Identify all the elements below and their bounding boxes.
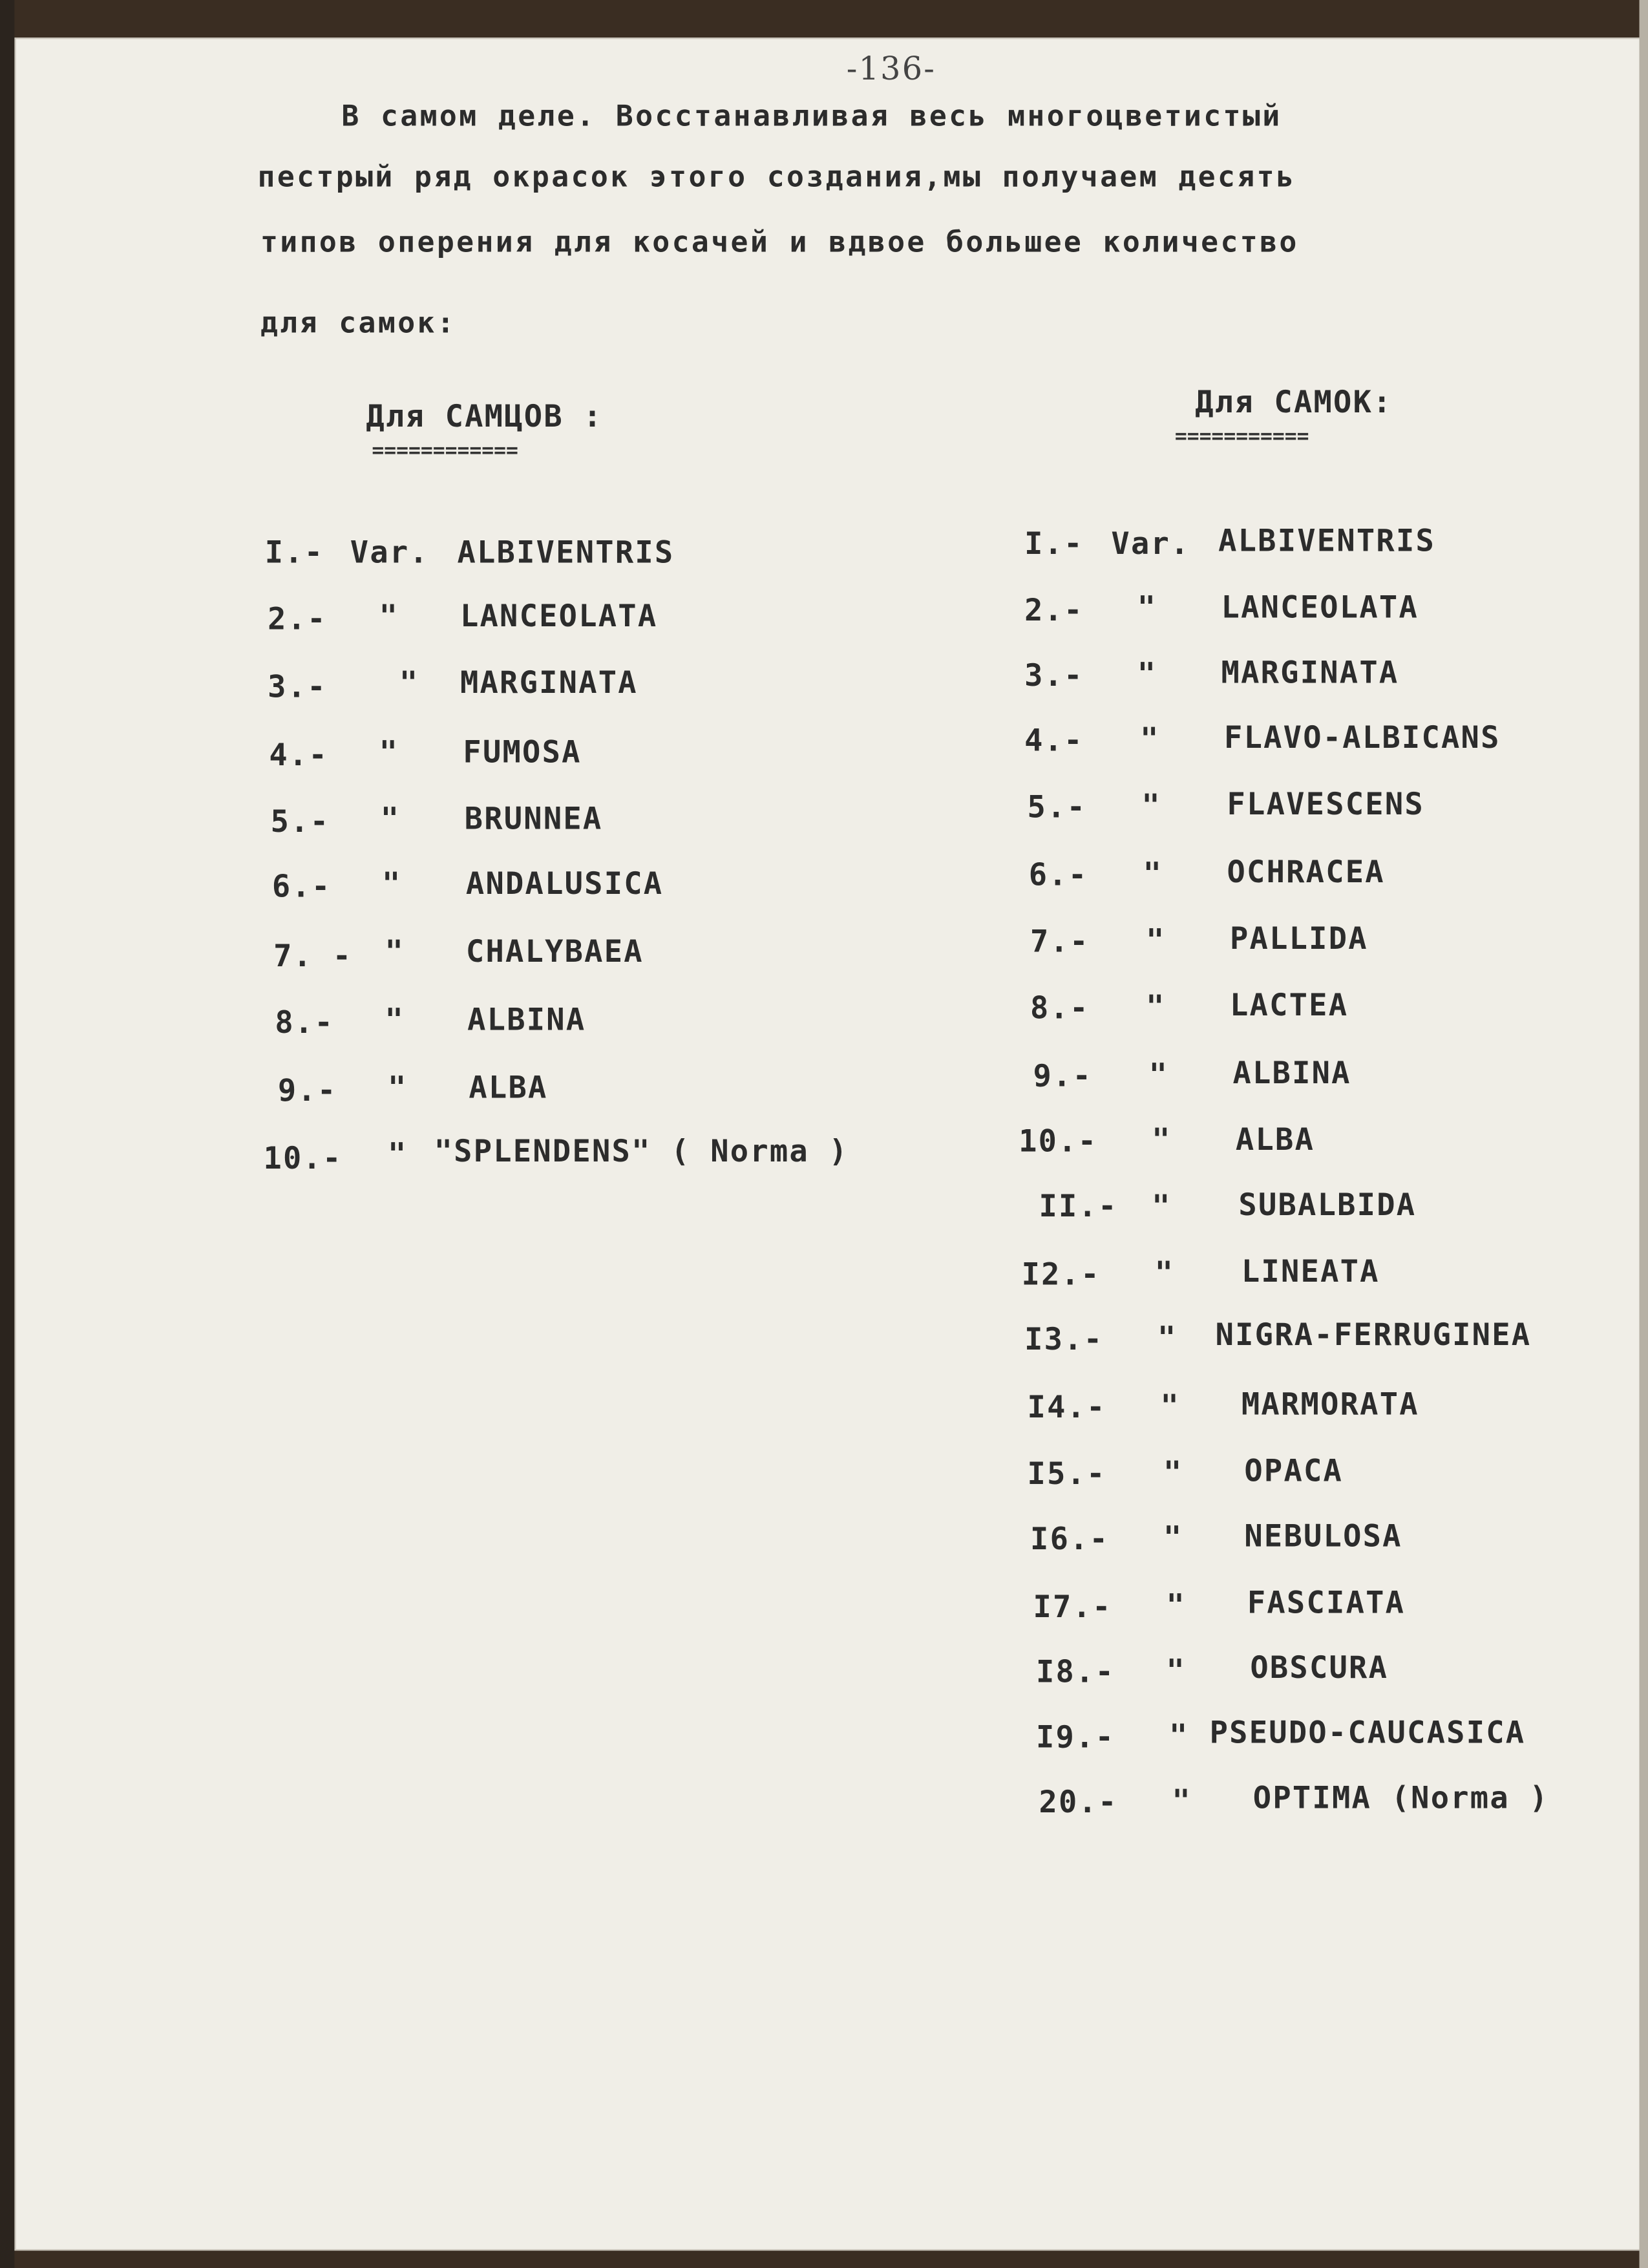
list-item-number: 4.-	[1024, 723, 1084, 758]
list-item-mark: "	[1172, 1783, 1192, 1819]
list-item-name: FASCIATA	[1247, 1585, 1406, 1620]
list-item-name: ALBIVENTRIS	[457, 535, 675, 570]
list-item-mark: "	[382, 866, 402, 902]
list-item-name: LANCEOLATA	[460, 599, 658, 634]
list-item-name: ANDALUSICA	[465, 866, 664, 902]
list-item-mark: "	[387, 1070, 408, 1105]
list-item-name: ALBA	[1235, 1122, 1315, 1158]
list-item-number: 2.-	[268, 601, 327, 637]
list-item-name: FLAVESCENS	[1227, 787, 1424, 822]
list-item-mark: "	[1163, 1520, 1183, 1555]
list-item-number: 2.-	[1024, 593, 1084, 628]
list-item-number: I6.-	[1030, 1521, 1110, 1556]
list-item-name: LINEATA	[1241, 1254, 1380, 1289]
list-item-mark: "	[1137, 590, 1157, 625]
list-item-number: I8.-	[1035, 1655, 1115, 1690]
list-item-number: 5.-	[270, 804, 330, 839]
list-item-mark: "	[1160, 1388, 1181, 1424]
list-item-number: I3.-	[1024, 1322, 1104, 1357]
list-item-mark: "	[1166, 1653, 1187, 1688]
list-item-name: NIGRA-FERRUGINEA	[1215, 1317, 1532, 1353]
list-item-name: "SPLENDENS" ( Norma )	[434, 1134, 849, 1169]
list-item-name: MARGINATA	[460, 665, 638, 701]
list-item-mark: Var.	[1111, 526, 1190, 562]
list-item-name: NEBULOSA	[1244, 1518, 1402, 1554]
list-item-mark: "	[1157, 1320, 1178, 1355]
list-item-mark: "	[1154, 1255, 1175, 1291]
list-item-mark: "	[1137, 657, 1157, 692]
list-item-number: 7.-	[1030, 924, 1090, 959]
list-item-number: I.-	[1024, 526, 1084, 562]
list-item-number: II.-	[1039, 1189, 1118, 1224]
list-item-number: I.-	[264, 535, 324, 570]
list-item-name: OBSCURA	[1250, 1650, 1389, 1686]
list-item-name: ALBINA	[1232, 1055, 1351, 1091]
binding-edge	[0, 0, 14, 2268]
list-item-number: 20.-	[1039, 1785, 1118, 1820]
males-heading: Для САМЦОВ :	[366, 399, 603, 434]
list-item-mark: "	[1152, 1189, 1172, 1224]
list-item-mark: "	[1168, 1718, 1189, 1754]
list-item-number: 4.-	[269, 737, 329, 773]
list-item-mark: "	[1148, 1057, 1169, 1092]
list-item-name: ALBA	[469, 1070, 548, 1105]
list-item-number: I7.-	[1033, 1589, 1112, 1625]
list-item-mark: "	[379, 599, 399, 634]
list-item-mark: "	[380, 801, 401, 836]
list-item-number: 7. -	[273, 938, 353, 974]
list-item-number: 3.-	[1024, 658, 1084, 693]
list-item-number: 9.-	[1033, 1059, 1093, 1094]
intro-line: В самом деле. Восстанавливая весь многоцветистый	[341, 98, 1282, 133]
list-item-name: OCHRACEA	[1227, 854, 1385, 890]
list-item-number: 6.-	[271, 869, 332, 904]
list-item-mark: "	[387, 1136, 408, 1172]
list-item-number: 10.-	[263, 1141, 343, 1176]
list-item-number: I2.-	[1021, 1256, 1101, 1292]
list-item-mark: "	[1152, 1122, 1172, 1158]
intro-line: пестрый ряд окрасок этого создания,мы получаем десять	[257, 159, 1296, 194]
list-item-number: 9.-	[277, 1073, 337, 1108]
list-item-number: 5.-	[1027, 789, 1087, 825]
list-item-name: ALBIVENTRIS	[1218, 524, 1436, 558]
list-item-mark: "	[385, 934, 405, 970]
list-item-number: I9.-	[1035, 1719, 1115, 1755]
intro-line: типов оперения для косачей и вдвое большее количество	[260, 224, 1299, 259]
list-item-mark: "	[1143, 856, 1163, 891]
list-item-number: 3.-	[268, 670, 327, 705]
list-item-number: 8.-	[1030, 990, 1090, 1026]
females-underline: ===========	[1174, 425, 1309, 449]
males-underline: ============	[372, 440, 518, 463]
list-item-name: LACTEA	[1229, 988, 1349, 1023]
list-item-number: I4.-	[1027, 1390, 1106, 1425]
intro-line: для самок:	[260, 305, 457, 340]
page-number: -136-	[846, 52, 936, 89]
list-item-name: SUBALBIDA	[1238, 1187, 1417, 1223]
list-item-mark: "	[385, 1002, 405, 1037]
list-item-name: FUMOSA	[463, 734, 582, 770]
sheet-edge	[1640, 0, 1648, 2268]
females-heading: Для САМОК:	[1195, 385, 1393, 419]
list-item-mark: "	[379, 734, 399, 770]
list-item-name: PALLIDA	[1229, 921, 1368, 957]
list-item-number: 8.-	[275, 1005, 335, 1041]
list-item-mark: "	[1163, 1455, 1183, 1490]
list-item-mark: "	[1140, 721, 1160, 757]
list-item-mark: "	[1166, 1588, 1187, 1623]
list-item-number: 10.-	[1019, 1123, 1098, 1159]
list-item-name: LANCEOLATA	[1221, 590, 1419, 625]
list-item-name: FLAVO-ALBICANS	[1224, 720, 1501, 756]
list-item-mark: "	[1141, 788, 1161, 823]
list-item-mark: "	[1146, 922, 1166, 958]
list-item-name: PSEUDO-CAUCASICA	[1209, 1715, 1526, 1750]
list-item-name: CHALYBAEA	[465, 934, 644, 970]
list-item-name: OPTIMA (Norma )	[1252, 1780, 1549, 1816]
list-item-mark: Var.	[350, 535, 429, 570]
list-item-name: BRUNNEA	[464, 801, 603, 836]
list-item-mark: "	[399, 665, 419, 701]
list-item-name: OPACA	[1244, 1454, 1344, 1489]
list-item-name: MARMORATA	[1241, 1387, 1419, 1422]
list-item-name: MARGINATA	[1221, 655, 1399, 690]
list-item-mark: "	[1146, 989, 1166, 1024]
list-item-number: 6.-	[1028, 858, 1088, 893]
list-item-number: I5.-	[1027, 1456, 1106, 1492]
list-item-name: ALBINA	[467, 1002, 586, 1037]
